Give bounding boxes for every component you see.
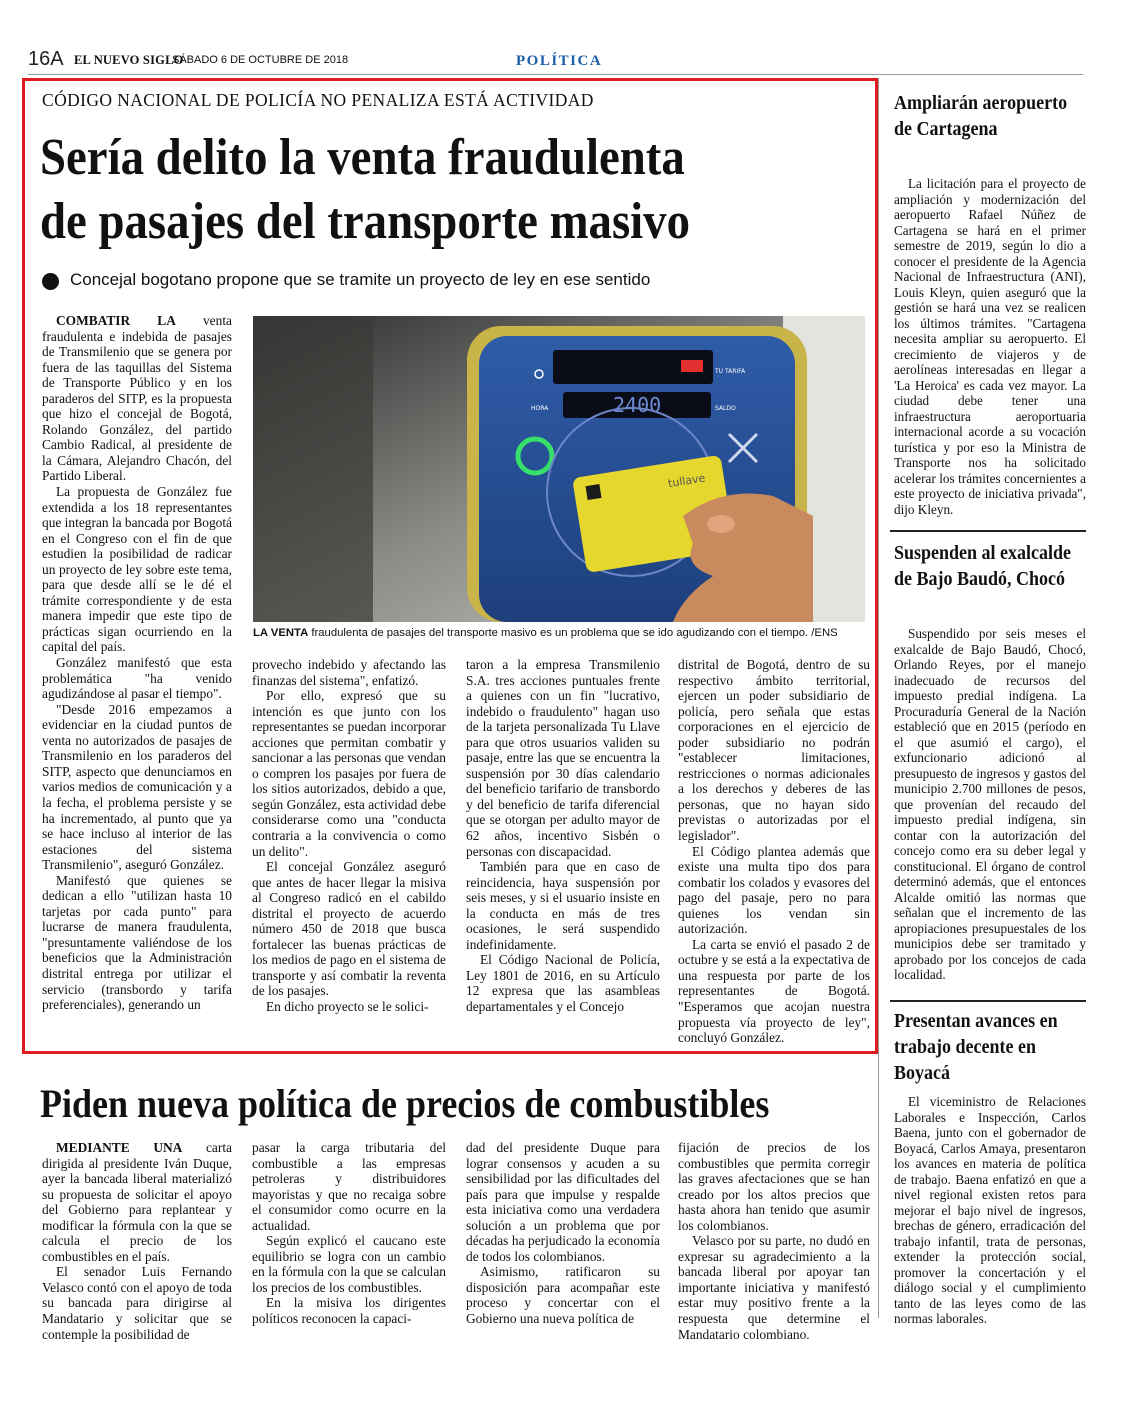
paragraph: La licitación para el proyecto de ampliación y modernización del aeropuerto Rafael Núñez de Cartagena se hará en el primer semestre de 2019, según lo dio a conocer el presidente de la Agencia Nacional de Infraestructura (ANI), Louis Kleyn, quien aseguró que la gestión se hará una vez se realicen los últimos trámites. "Cartagena necesita ampliar su aeropuerto. El crecimiento de viajeros y de aerolíneas interesadas en llegar a 'La Heroica' es cada vez mayor. La ciudad debe tener una infraestructura aeroportuaria internacional acorde a su vocación turística y por eso la Ministra de Transporte nos ha solicitado acelerar los trámites concernientes a este proyecto de iniciativa privada", dijo Kleyn. [894, 176, 1086, 517]
paragraph: distrital de Bogotá, dentro de su respectivo ámbito territorial, ejercen un poder subsidiario de policía, pero señala que estas corporaciones en el ejercicio de poder subsidiario no podrán "establecer limitaciones, restricciones o normas adicionales a los derechos y deberes de las personas, que no hayan sido previstas o autorizadas por el legislador". [678, 657, 870, 844]
paragraph: La propuesta de González fue extendida a los 18 representantes que integran la bancada por Bogotá en el Congreso con el fin de que estudien la posibilidad de radicar un proyecto de ley sobre este tema, para que desde allí se le dé el trámite correspondiente y de esta manera impedir que este tipo de prácticas sigan ocurriendo en la capital del país. [42, 484, 232, 655]
bottom-column-2 [252, 1140, 446, 1327]
subhead-text: Concejal bogotano propone que se tramite un proyecto de ley en ese sentido [70, 270, 651, 289]
paragraph: "Desde 2016 empezamos a evidenciar en la ciudad puntos de venta no autorizados de pasajes de Transmilenio en los paraderos del SITP, aspecto que denunciamos en varios medios de comunicación y a la fecha, el problema persiste y se ha incrementado, al punto que ya se hace incluso al interior de las estaciones del sistema Transmilenio", aseguró González. [42, 701, 232, 873]
paragraph: taron a la empresa Transmilenio S.A. tres acciones puntuales frente a quienes con un fin "lucrativo, indebido o fraudulento" hagan uso de la tarjeta personalizada Tu Llave para que otros usuarios validen su pasaje, entre las que se encuentra la suspensión por 30 días calendario del beneficio tarifario de transbordo y del beneficio de tarifa diferencial que se otorgan per adulto mayor de 62 años, incentivo Sisbén o personas con discapacidad. [466, 657, 660, 859]
sidebar-rule [890, 530, 1086, 532]
headline-line-2: de pasajes del transporte masivo [40, 193, 690, 250]
main-column-2 [252, 657, 446, 1015]
bottom-column-1 [42, 1140, 232, 1342]
paragraph: La carta se envió el pasado 2 de octubre y se está a la expectativa de una respuesta por parte de los representantes de Bogotá. "Esperamos que acojan nuestra propuesta vía proyecto de ley", concluyó González. [678, 936, 870, 1046]
sidebar-story-3-title: Presentan avances en trabajo decente en Boyacá [894, 1010, 1058, 1084]
screen-label-tarifa: TU TARIFA [715, 368, 746, 375]
page-number: 16A [28, 48, 64, 70]
caption-lead: LA VENTA [253, 627, 309, 639]
headline-line-1: Sería delito la venta fraudulenta [40, 129, 685, 186]
paragraph: Velasco por su parte, no dudó en expresar su agradecimiento a la bancada liberal por apoyar tan importante iniciativa y manifestó estar muy positivo frente a la respuesta que determine el Mandatario colombiano. [678, 1233, 870, 1342]
paragraph: También para que en caso de reincidencia, haya suspensión por seis meses, y si el usuario insiste en la conducta en más de tres ocasiones, le será suspendido indefinidamente. [466, 859, 660, 952]
article-headline [40, 126, 778, 254]
section-label: POLÍTICA [516, 53, 603, 69]
validator-photo [253, 316, 865, 622]
paragraph: Manifestó que quienes se dedican a ello "utilizan hasta 10 tarjetas por cada punto" para lucrarse de manera fraudulenta, "presuntamente valiéndose de los beneficios que la Administración distrital entrega por utilizar el servicio (transbordo y tarifa preferenciales), generando un [42, 872, 232, 1013]
main-column-3 [466, 657, 660, 1015]
paragraph: El viceministro de Relaciones Laborales e Inspección, Carlos Baena, junto con el gobernador de Boyacá, Carlos Amaya, presentaron los avances en materia de política de trabajo. Baena enfatizó en que a nivel regional existen retos para mejorar el bajo nivel de ingresos, brechas de género, erradicación del trabajo infantil, trata de personas, extender la protección social, promover la concertación y el diálogo social y el cumplimiento tanto de las leyes como de las normas laborales. [894, 1094, 1086, 1326]
paragraph: carta dirigida al presidente Iván Duque, ayer la bancada liberal materializó su propuesta de solicitar el apoyo del Gobierno para replantear y modificar la fórmula con la que se calcula el precio de los combustibles en el país. [42, 1140, 232, 1264]
sidebar [882, 78, 1092, 1326]
paragraph: El Código plantea además que existe una multa tipo dos para combatir los colados y evasores del pago del pasaje, pero no para quienes los vendan sin autorización. [678, 843, 870, 937]
card-brand: tullave [667, 471, 707, 491]
paragraph: provecho indebido y afectando las finanzas del sistema", enfatizó. [252, 657, 446, 688]
lead-in: COMBATIR LA [56, 313, 176, 328]
photo-caption [253, 627, 865, 639]
article-kicker: CÓDIGO NACIONAL DE POLICÍA NO PENALIZA ESTÁ ACTIVIDAD [42, 90, 594, 110]
sidebar-divider [878, 78, 879, 1318]
page-header [28, 48, 1083, 72]
paragraph: Por ello, expresó que su intención es que junto con los representantes se puedan incorporar acciones que permitan combatir y sancionar a las personas que vendan o compren los pasajes por fuera de los sitios autorizados, debido a que, según González, esta actividad debe considerarse como una "conducta contraria a la convivencia o como un delito". [252, 688, 446, 859]
paragraph: dad del presidente Duque para lograr consensos y acuden a su sensibilidad por las dificultades del país para que impulse y respalde esta iniciativa como una verdadera solución a un problema que por décadas ha perjudicado la economía de todos los colombianos. [466, 1140, 660, 1264]
bottom-column-3 [466, 1140, 660, 1327]
sidebar-story-3-text [894, 1094, 1086, 1327]
sidebar-rule [890, 1000, 1086, 1002]
screen-label-saldo: SALDO [715, 405, 736, 412]
paragraph: El concejal González aseguró que antes de hacer llegar la misiva al Congreso radicó en el cabildo distrital el proyecto de acuerdo número 450 de 2018 que busca fortalecer las buenas prácticas de los medios de pago en el sistema de transporte y así combatir la reventa de los pasajes. [252, 859, 446, 999]
paragraph: Según explicó el caucano este equilibrio se logra con un cambio en la fórmula con la que se calculan los precios de los combustibles. [252, 1233, 446, 1295]
bottom-article-headline: Piden nueva política de precios de combustibles [40, 1081, 770, 1126]
main-column-4 [678, 657, 870, 1046]
sidebar-story-1-text [894, 176, 1086, 517]
article-subhead [42, 270, 862, 294]
paragraph: Suspendido por seis meses el exalcalde de Bajo Baudó, Chocó, Orlando Reyes, por el manejo inadecuado de recursos del impuesto predial indígena. La Procuraduría General de la Nación estableció que en 2015 (período en el que asumió el cargo), el exfuncionario adicionó al presupuesto de ingresos y gastos del municipio 2.700 millones de pesos, que provenían del recaudo del impuesto predial indígena, sin contar con la autorización del concejo como era su deber legal y constitucional. El órgano de control determinó además, que el entonces Alcalde omitió las normas que señalan que el incremento de las apropiaciones presupuestales de los municipios debe ser tramitado y aprobado por los concejos de cada localidad. [894, 626, 1086, 982]
main-column-1 [42, 313, 232, 1013]
paragraph: venta fraudulenta e indebida de pasajes de Transmilenio que se genera por fuera de las taquillas del Sistema de Transporte Público y en los paraderos del SITP, es la propuesta que hizo el concejal de Bogotá, Rolando González, del partido Cambio Radical, al presidente de la Cámara, Alejandro Chacón, del Partido Liberal. [42, 313, 232, 484]
paragraph: En dicho proyecto se le solici- [266, 999, 429, 1015]
lead-in: MEDIANTE UNA [56, 1140, 183, 1155]
dateline: SÁBADO 6 DE OCTUBRE DE 2018 [172, 54, 349, 66]
paragraph: El Código Nacional de Policía, Ley 1801 de 2016, en su Artículo 12 expresa que las asambleas departamentales y el Concejo [466, 952, 660, 1015]
screen-display-value: 2400 [613, 393, 662, 417]
paragraph: El senador Luis Fernando Velasco contó con el apoyo de toda su bancada para dirigirse al Mandatario y solicitar que se contemple la posibilidad de [42, 1264, 232, 1342]
paragraph: fijación de precios de los combustibles que permita corregir las graves afectaciones que se han creado por los altos precios que hasta ahora han tenido que asumir los colombianos. [678, 1140, 870, 1233]
bullet-icon [42, 273, 59, 290]
sidebar-story-2-text [894, 626, 1086, 983]
caption-text: fraudulenta de pasajes del transporte masivo es un problema que se ido agudizando con el tiempo. /ENS [308, 627, 838, 639]
bottom-column-4 [678, 1140, 870, 1342]
paragraph: pasar la carga tributaria del combustible a las empresas petroleras y distribuidores mayoristas y que no recaiga sobre el consumidor como ocurre en la actualidad. [252, 1140, 446, 1233]
paragraph: González manifestó que esta problemática "ha venido agudizándose al pasar el tiempo". [42, 655, 232, 702]
screen-label-hora: HORA [531, 405, 549, 412]
header-rule [28, 74, 1083, 75]
sidebar-story-2-title: Suspenden al exalcalde de Bajo Baudó, Chocó [894, 542, 1072, 590]
paragraph: En la misiva los dirigentes políticos reconocen la capaci- [252, 1295, 446, 1327]
masthead: EL NUEVO SIGLO [74, 53, 184, 67]
sidebar-story-1-title: Ampliarán aeropuerto de Cartagena [894, 92, 1068, 140]
paragraph: Asimismo, ratificaron su disposición para acompañar este proceso y concertar con el Gobierno una nueva política de [466, 1264, 660, 1327]
